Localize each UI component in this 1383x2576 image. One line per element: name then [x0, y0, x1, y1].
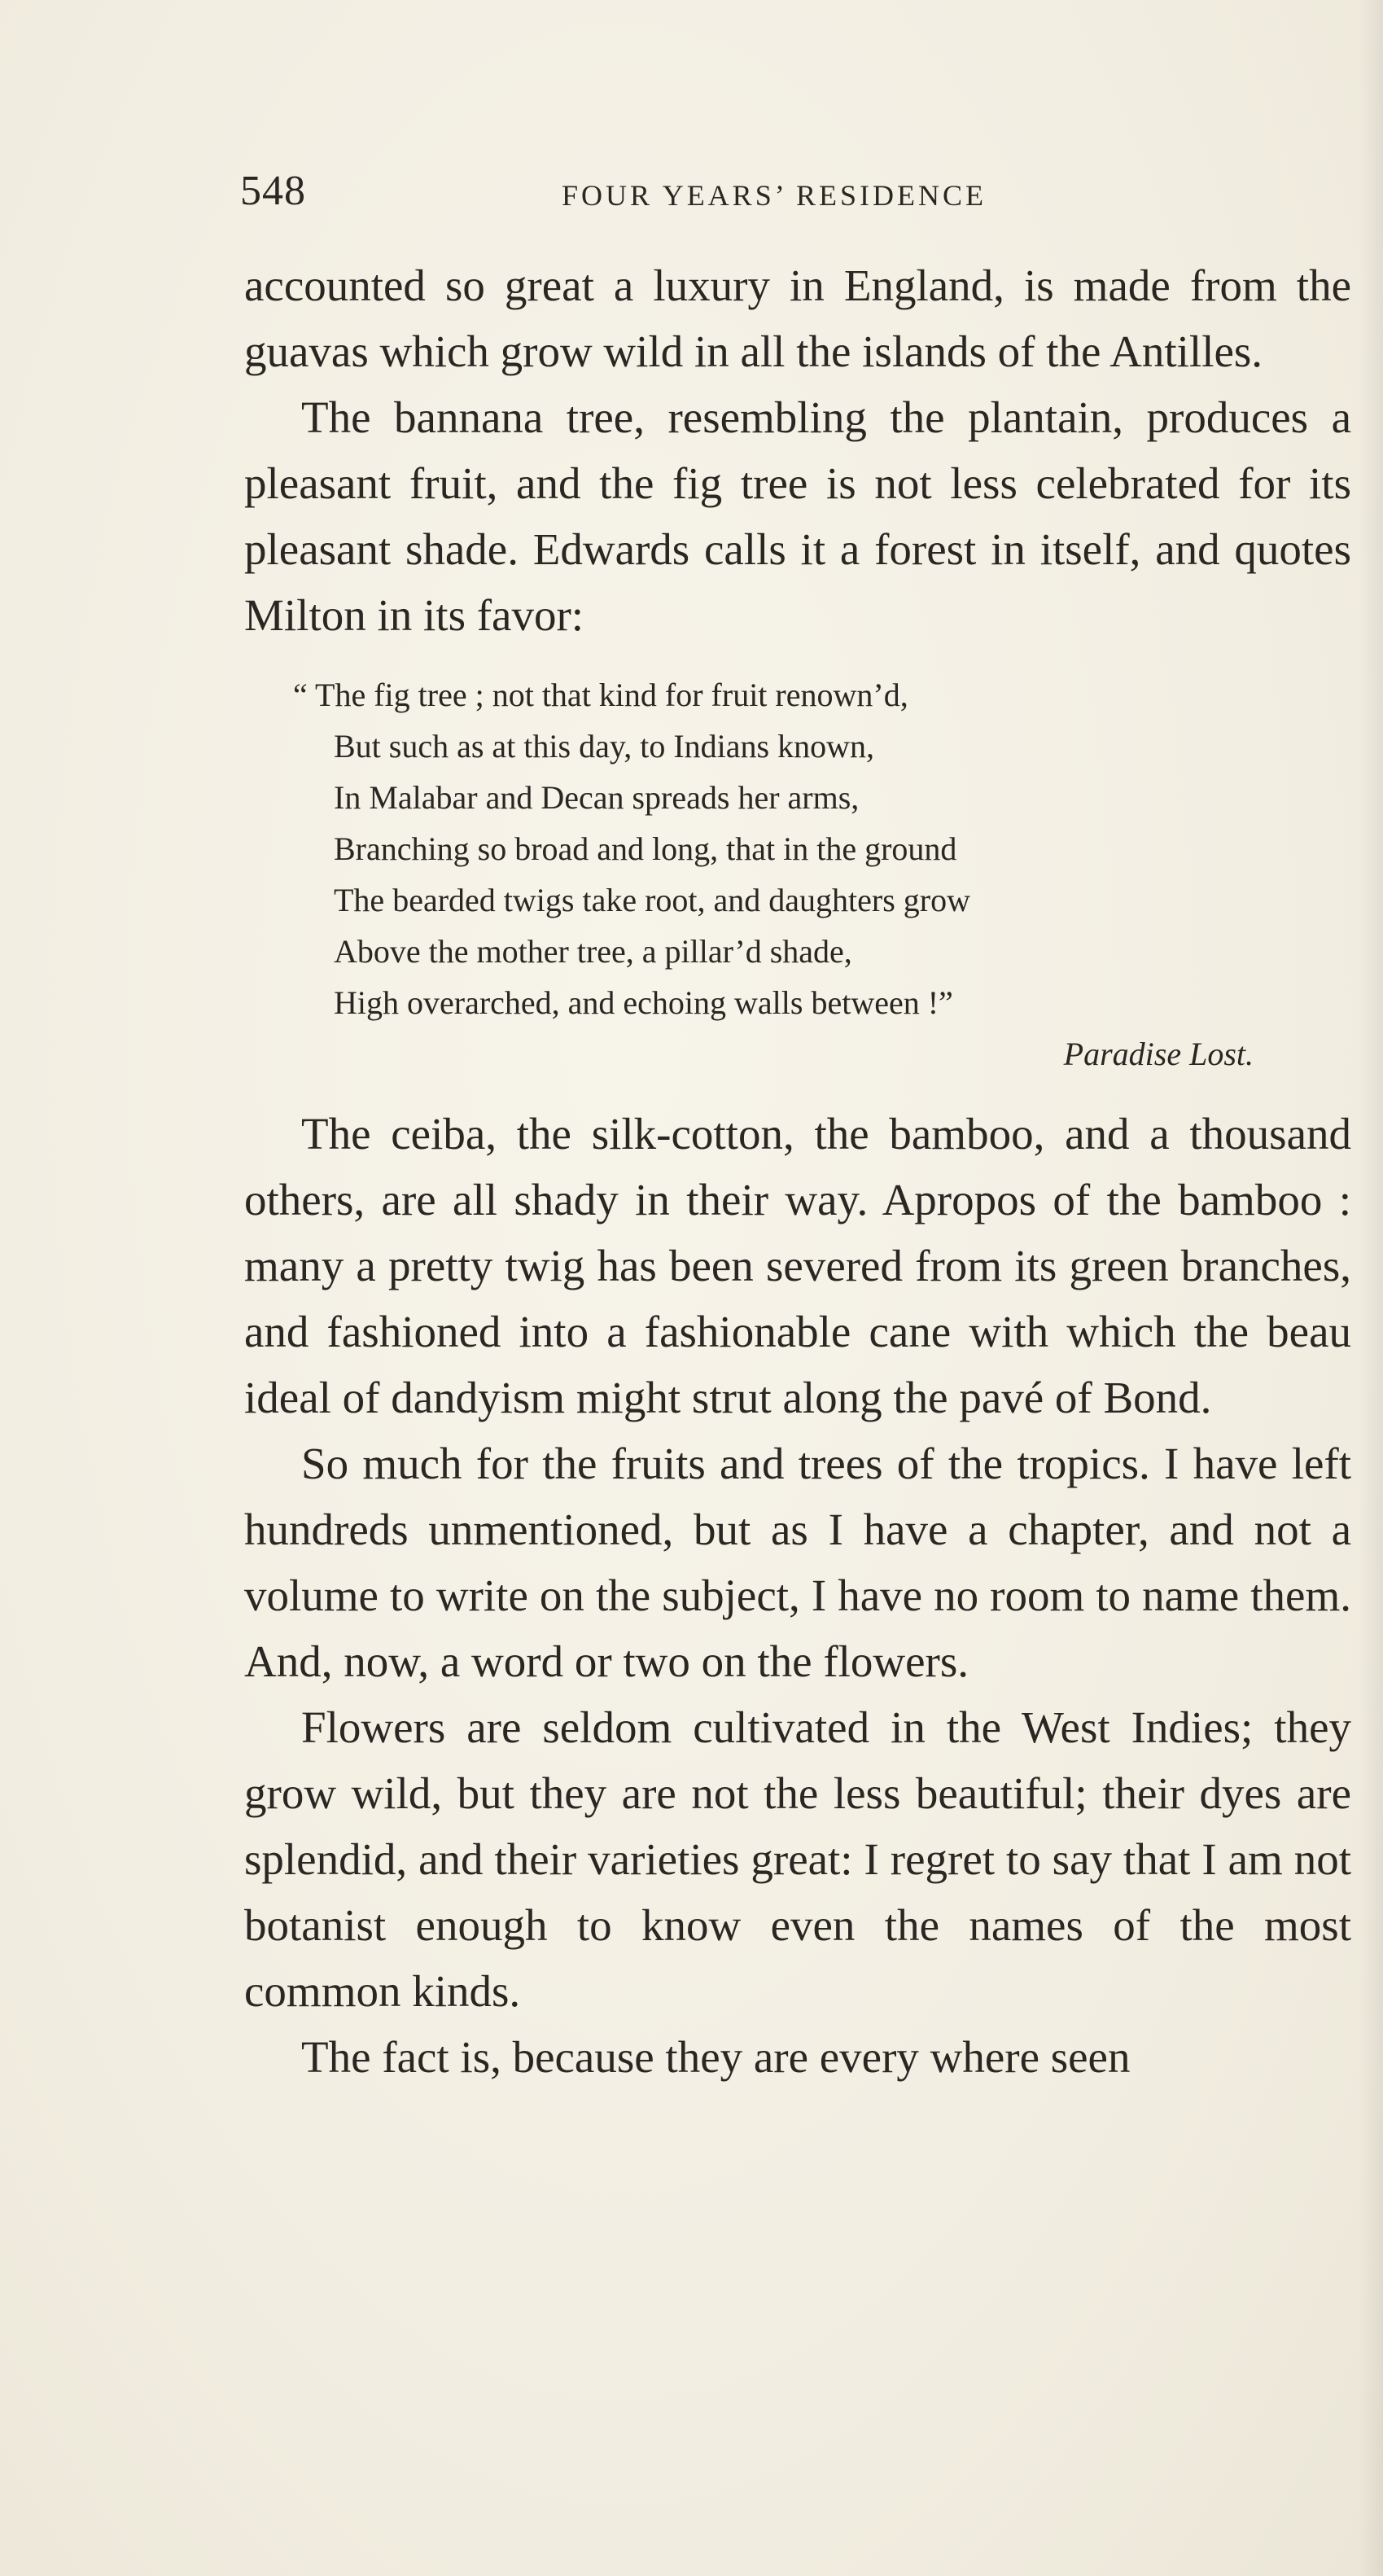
page-edge-shadow [1359, 0, 1383, 2576]
paragraph-2: The bannana tree, resembling the plantain, produces a pleasant fruit, and the fig tree is not less celebrated for its pleasant shade. Edwards calls it a forest in itself, and quotes Milton in its favor: [244, 392, 1351, 640]
body-text [244, 252, 1351, 2090]
paragraph-4: So much for the fruits and trees of the tropics. I have left hundreds unmentioned, but as I have a chapter, and not a volume to write on the subject, I have no room to name them. And, now, a word or two on the flowers. [244, 1439, 1351, 1686]
running-title: FOUR YEARS’ RESIDENCE [562, 179, 987, 212]
verse-line: Above the mother tree, a pillar’d shade, [334, 933, 852, 970]
running-head [240, 167, 1355, 216]
verse-line: But such as at this day, to Indians known, [334, 728, 875, 764]
verse-line: Branching so broad and long, that in the ground [334, 830, 957, 867]
verse-quotation [244, 669, 1351, 1080]
verse-attribution: Paradise Lost. [1063, 1036, 1254, 1072]
paragraph-5: Flowers are seldom cultivated in the West Indies; they grow wild, but they are not the less beautiful; their dyes are splendid, and their varieties great: I regret to say that I am not botanist enough to know even the names of the most common kinds. [244, 1702, 1351, 2016]
page-number: 548 [240, 168, 306, 214]
verse-line: In Malabar and Decan spreads her arms, [334, 779, 860, 816]
verse-line: High overarched, and echoing walls between !” [334, 984, 953, 1021]
verse-line: “ The fig tree ; not that kind for fruit renown’d, [293, 677, 908, 713]
paragraph-1: accounted so great a luxury in England, is made from the guavas which grow wild in all the islands of the Antilles. [244, 261, 1351, 376]
verse-line: The bearded twigs take root, and daughters grow [334, 882, 970, 918]
paragraph-6: The fact is, because they are every where seen [301, 2032, 1131, 2082]
paragraph-3: The ceiba, the silk-cotton, the bamboo, and a thousand others, are all shady in their way. Apropos of the bamboo : many a pretty twig has been severed from its green branches, and fashioned into a fashionable cane with which the beau ideal of dandyism might strut along the pavé of Bond. [244, 1109, 1351, 1422]
